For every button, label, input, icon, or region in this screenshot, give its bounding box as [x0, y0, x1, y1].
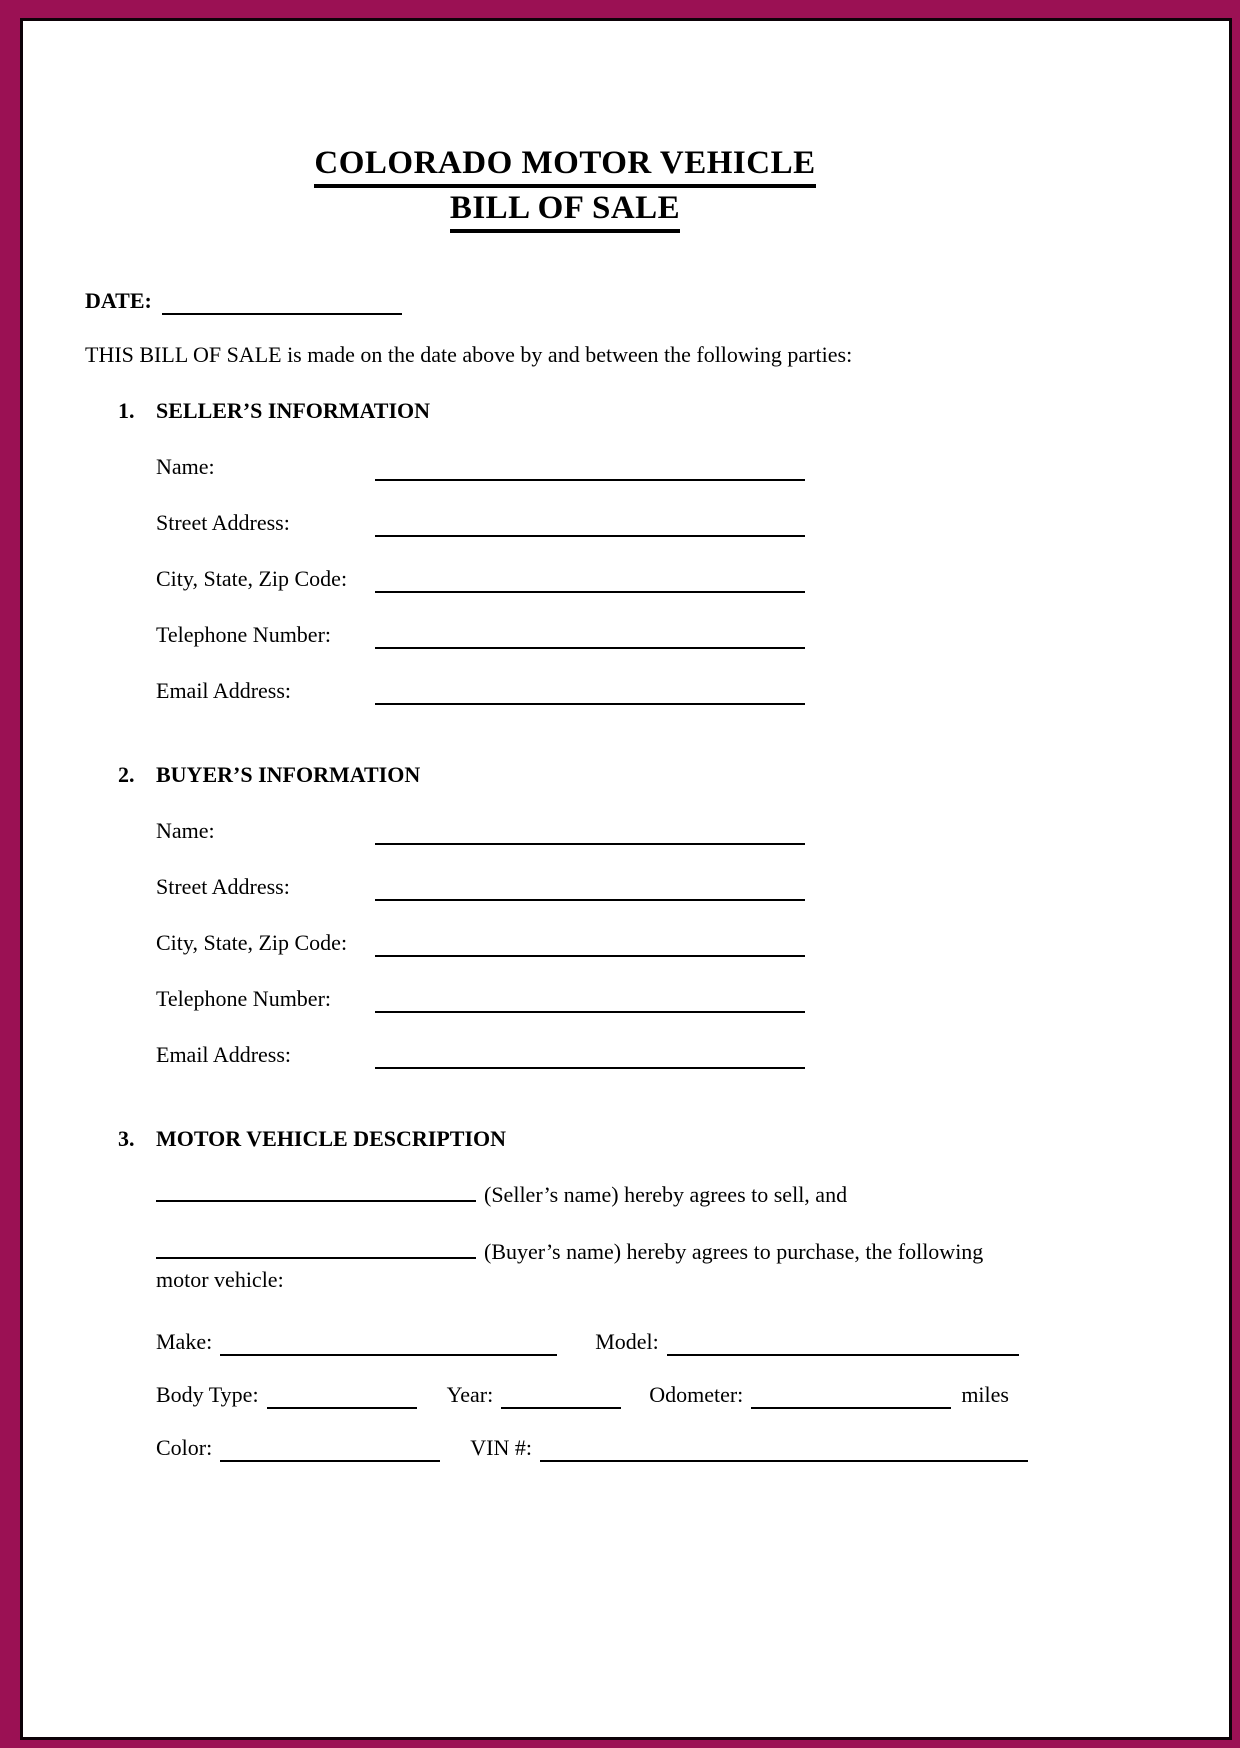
buyer-name-label: Name:	[156, 818, 215, 843]
document-title	[85, 143, 1045, 233]
vehicle-section-heading	[85, 1125, 1045, 1153]
seller-city-state-zip-label: City, State, Zip Code:	[156, 566, 348, 591]
body-type-label: Body Type:	[156, 1382, 259, 1407]
year-label: Year:	[446, 1382, 494, 1407]
seller-name-row	[156, 453, 1045, 481]
seller-email-label: Email Address:	[156, 678, 292, 703]
buyer-city-state-zip-label: City, State, Zip Code:	[156, 930, 348, 955]
seller-telephone-row	[156, 621, 1045, 649]
seller-agree-text: (Seller’s name) hereby agrees to sell, and	[484, 1182, 848, 1207]
buyer-street-address-label: Street Address:	[156, 874, 290, 899]
title-line-2: BILL OF SALE	[450, 188, 680, 233]
seller-street-address-label: Street Address:	[156, 510, 290, 535]
buyer-city-state-zip-input-line[interactable]	[375, 949, 805, 957]
odometer-label: Odometer:	[649, 1382, 744, 1407]
buyer-agree-wrap-text: motor vehicle:	[156, 1267, 284, 1292]
seller-section-heading	[85, 397, 1045, 425]
document-page	[20, 18, 1232, 1740]
vin-label: VIN #:	[470, 1435, 532, 1460]
vin-input-line[interactable]	[540, 1454, 1028, 1462]
color-input-line[interactable]	[220, 1454, 440, 1462]
body-type-input-line[interactable]	[267, 1401, 417, 1409]
buyer-telephone-row	[156, 985, 1045, 1013]
buyer-telephone-input-line[interactable]	[375, 1005, 805, 1013]
make-input-line[interactable]	[220, 1348, 557, 1356]
color-vin-row	[156, 1434, 1045, 1462]
seller-city-state-zip-input-line[interactable]	[375, 585, 805, 593]
section-seller-information	[85, 397, 1045, 705]
miles-suffix: miles	[961, 1382, 1009, 1407]
buyer-street-address-input-line[interactable]	[375, 893, 805, 901]
buyer-email-label: Email Address:	[156, 1042, 292, 1067]
buyer-agree-text: (Buyer’s name) hereby agrees to purchase, the following	[484, 1239, 984, 1264]
buyer-city-state-zip-row	[156, 929, 1045, 957]
buyer-section-heading	[85, 761, 1045, 789]
buyer-email-row	[156, 1041, 1045, 1069]
seller-name-input-line[interactable]	[375, 473, 805, 481]
year-input-line[interactable]	[501, 1401, 621, 1409]
buyer-email-input-line[interactable]	[375, 1061, 805, 1069]
intro-paragraph: THIS BILL OF SALE is made on the date above by and between the following parties:	[85, 342, 853, 367]
buyer-name-fill-line[interactable]	[156, 1251, 476, 1259]
seller-street-address-row	[156, 509, 1045, 537]
seller-agree-line	[156, 1181, 1045, 1209]
date-input-line[interactable]	[162, 307, 402, 315]
vehicle-section-number: 3.	[118, 1126, 135, 1151]
seller-city-state-zip-row	[156, 565, 1045, 593]
model-label: Model:	[595, 1329, 659, 1354]
section-buyer-information	[85, 761, 1045, 1069]
seller-street-address-input-line[interactable]	[375, 529, 805, 537]
date-label: DATE:	[85, 288, 152, 313]
seller-name-label: Name:	[156, 454, 215, 479]
odometer-input-line[interactable]	[751, 1401, 951, 1409]
seller-telephone-label: Telephone Number:	[156, 622, 332, 647]
date-row	[85, 287, 1045, 315]
buyer-name-row	[156, 817, 1045, 845]
make-model-row	[156, 1328, 1045, 1356]
buyer-street-address-row	[156, 873, 1045, 901]
make-label: Make:	[156, 1329, 213, 1354]
model-input-line[interactable]	[667, 1348, 1019, 1356]
seller-email-row	[156, 677, 1045, 705]
buyer-agree-line	[156, 1238, 1045, 1294]
buyer-section-number: 2.	[118, 762, 135, 787]
seller-telephone-input-line[interactable]	[375, 641, 805, 649]
buyer-section-title: BUYER’S INFORMATION	[156, 762, 421, 787]
title-line-1: COLORADO MOTOR VEHICLE	[314, 143, 815, 188]
body-type-year-odometer-row	[156, 1381, 1045, 1409]
seller-section-number: 1.	[118, 398, 135, 423]
buyer-name-input-line[interactable]	[375, 837, 805, 845]
seller-name-fill-line[interactable]	[156, 1194, 476, 1202]
color-label: Color:	[156, 1435, 213, 1460]
section-motor-vehicle-description	[85, 1125, 1045, 1462]
vehicle-section-title: MOTOR VEHICLE DESCRIPTION	[156, 1126, 507, 1151]
seller-section-title: SELLER’S INFORMATION	[156, 398, 431, 423]
seller-email-input-line[interactable]	[375, 697, 805, 705]
buyer-telephone-label: Telephone Number:	[156, 986, 332, 1011]
